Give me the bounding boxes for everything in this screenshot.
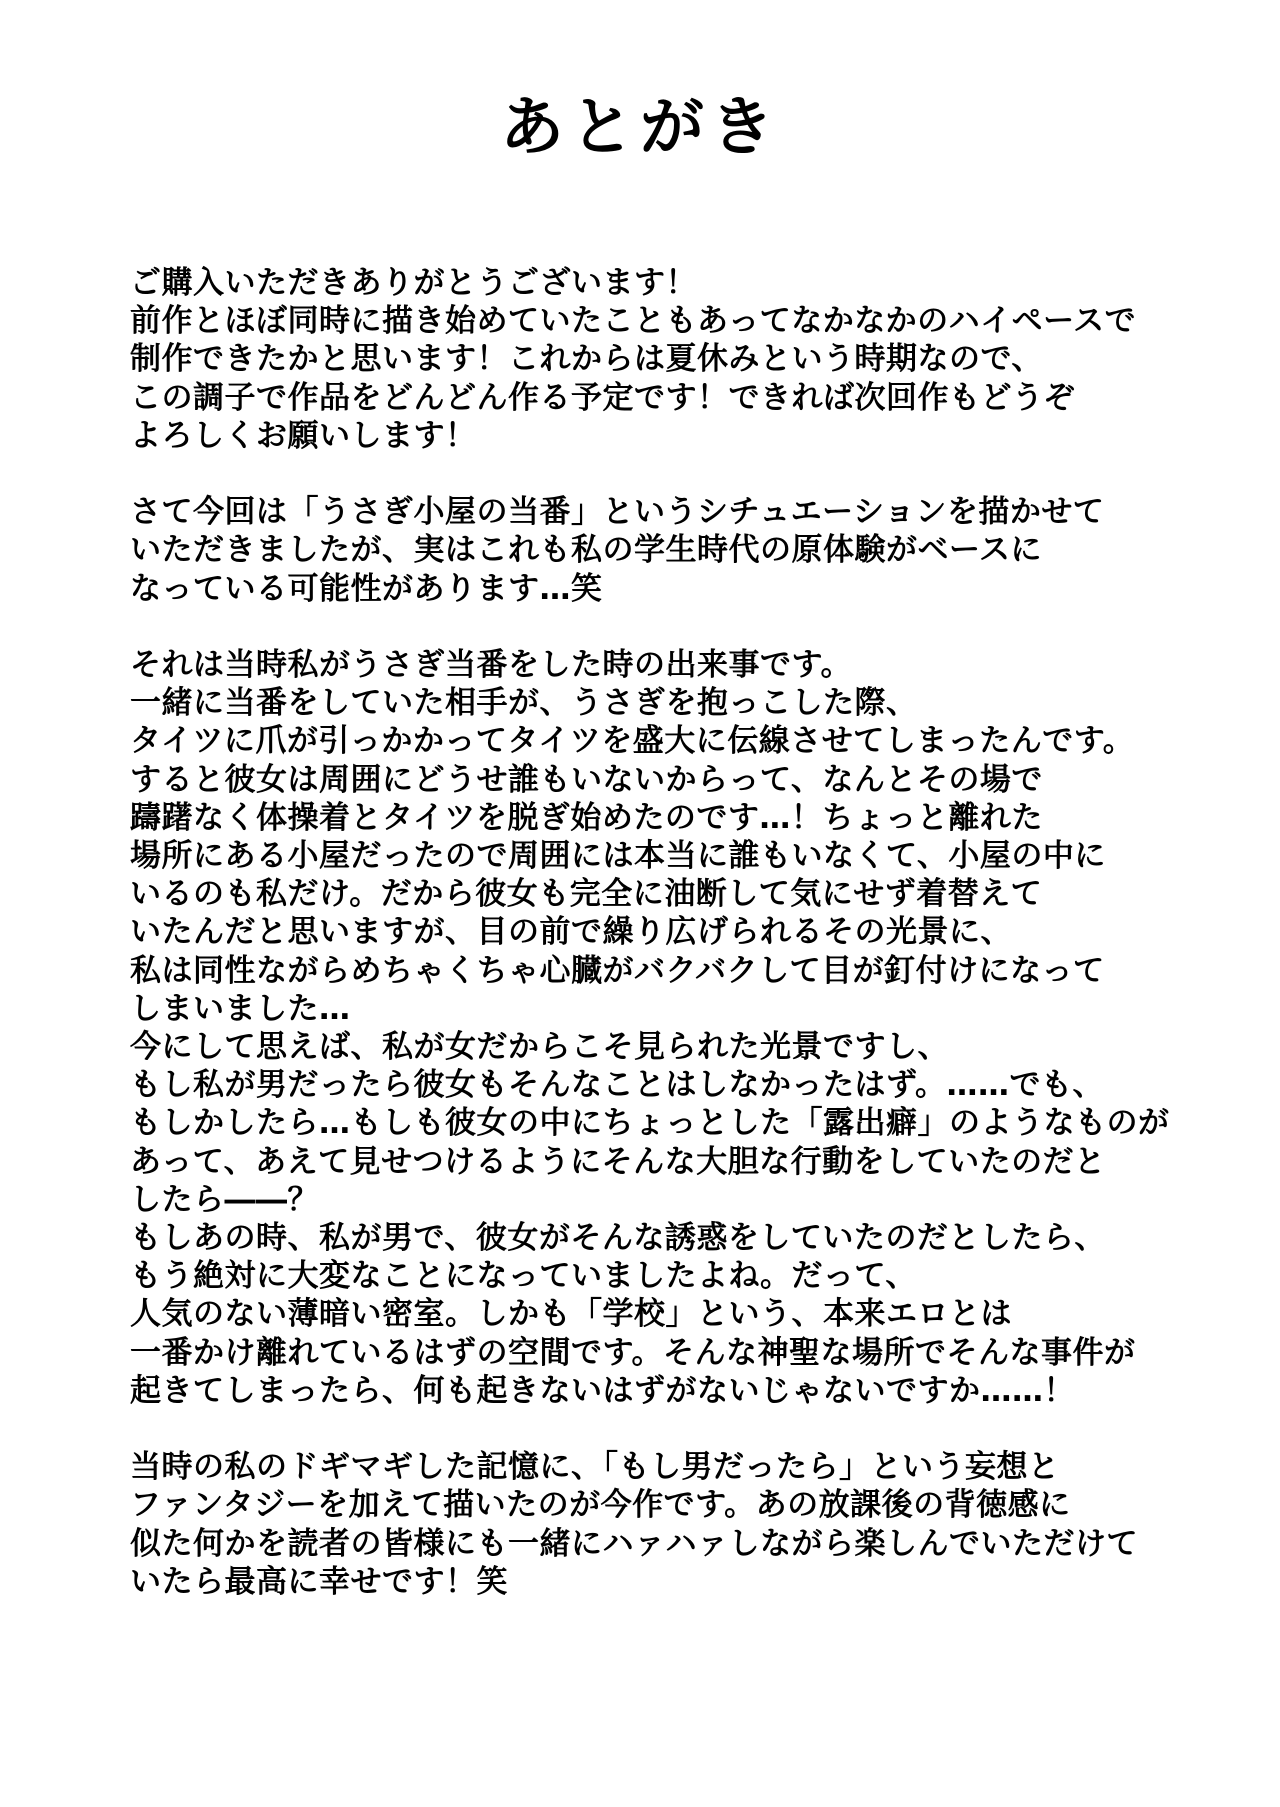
text-line: すると彼女は周囲にどうせ誰もいないからって、なんとその場で bbox=[130, 761, 1043, 798]
text-line: タイツに爪が引っかかってタイツを盛大に伝線させてしまったんです。 bbox=[130, 723, 1135, 760]
paragraph-gap bbox=[130, 455, 1170, 493]
paragraph-1 bbox=[130, 264, 1170, 455]
text-line: いたんだと思いますが、目の前で繰り広げられるその光景に、 bbox=[130, 914, 1012, 951]
text-line: 似た何かを読者の皆様にも一緒にハァハァしながら楽しんでいただけて bbox=[130, 1525, 1138, 1562]
text-line: 起きてしまったら、何も起きないはずがないじゃないですか……！ bbox=[130, 1372, 1075, 1409]
text-line: ファンタジーを加えて描いたのが今作です。あの放課後の背徳感に bbox=[130, 1487, 1071, 1524]
text-line: 一緒に当番をしていた相手が、うさぎを抱っこした際、 bbox=[130, 685, 918, 722]
page-title: あとがき bbox=[500, 91, 780, 165]
paragraph-gap bbox=[130, 1410, 1170, 1448]
text-line: いただきましたが、実はこれも私の学生時代の原体験がベースに bbox=[130, 532, 1042, 569]
text-line: もしかしたら…もしも彼女の中にちょっとした「露出癖」のようなものが bbox=[130, 1105, 1170, 1142]
text-line: 当時の私のドギマギした記憶に、「もし男だったら」という妄想と bbox=[130, 1449, 1060, 1486]
text-line: さて今回は「うさぎ小屋の当番」というシチュエーションを描かせて bbox=[130, 494, 1105, 531]
text-line: よろしくお願いします！ bbox=[130, 417, 477, 454]
afterword-body bbox=[130, 264, 1170, 1601]
text-line: ご購入いただきありがとうございます！ bbox=[130, 265, 697, 301]
text-line: 人気のない薄暗い密室。しかも「学校」という、本来エロとは bbox=[130, 1296, 1012, 1333]
text-line: 一番かけ離れているはずの空間です。そんな神聖な場所でそんな事件が bbox=[130, 1334, 1136, 1371]
text-line: もし私が男だったら彼女もそんなことはしなかったはず。……でも、 bbox=[130, 1067, 1105, 1104]
text-line: もしあの時、私が男で、彼女がそんな誘惑をしていたのだとしたら、 bbox=[130, 1220, 1106, 1257]
text-line: 前作とほぼ同時に描き始めていたこともあってなかなかのハイペースで bbox=[130, 303, 1137, 340]
text-line: 躊躇なく体操着とタイツを脱ぎ始めたのです…！ちょっと離れた bbox=[130, 799, 1043, 836]
text-line: 場所にある小屋だったので周囲には本当に誰もいなくて、小屋の中に bbox=[130, 838, 1106, 875]
paragraph-4 bbox=[130, 1448, 1170, 1601]
text-line: 私は同性ながらめちゃくちゃ心臓がバクバクして目が釘付けになって bbox=[130, 952, 1105, 989]
text-line: あって、あえて見せつけるようにそんな大胆な行動をしていたのだと bbox=[130, 1143, 1106, 1180]
text-line: なっている可能性があります…笑 bbox=[130, 570, 603, 607]
paragraph-gap bbox=[130, 608, 1170, 646]
paragraph-3 bbox=[130, 646, 1170, 1410]
text-line: 制作できたかと思います！これからは夏休みという時期なので、 bbox=[130, 341, 1043, 378]
text-line: したら――？ bbox=[130, 1181, 319, 1218]
text-line: 今にして思えば、私が女だからこそ見られた光景ですし、 bbox=[130, 1029, 949, 1066]
text-line: いるのも私だけ。だから彼女も完全に油断して気にせず着替えて bbox=[130, 876, 1043, 913]
text-line: いたら最高に幸せです！笑 bbox=[130, 1563, 508, 1600]
text-line: それは当時私がうさぎ当番をした時の出来事です。 bbox=[130, 647, 853, 683]
paragraph-2 bbox=[130, 493, 1170, 608]
text-line: もう絶対に大変なことになっていましたよね。だって、 bbox=[130, 1258, 917, 1295]
text-line: この調子で作品をどんどん作る予定です！できれば次回作もどうぞ bbox=[130, 379, 1075, 416]
text-line: しまいました… bbox=[130, 990, 351, 1027]
